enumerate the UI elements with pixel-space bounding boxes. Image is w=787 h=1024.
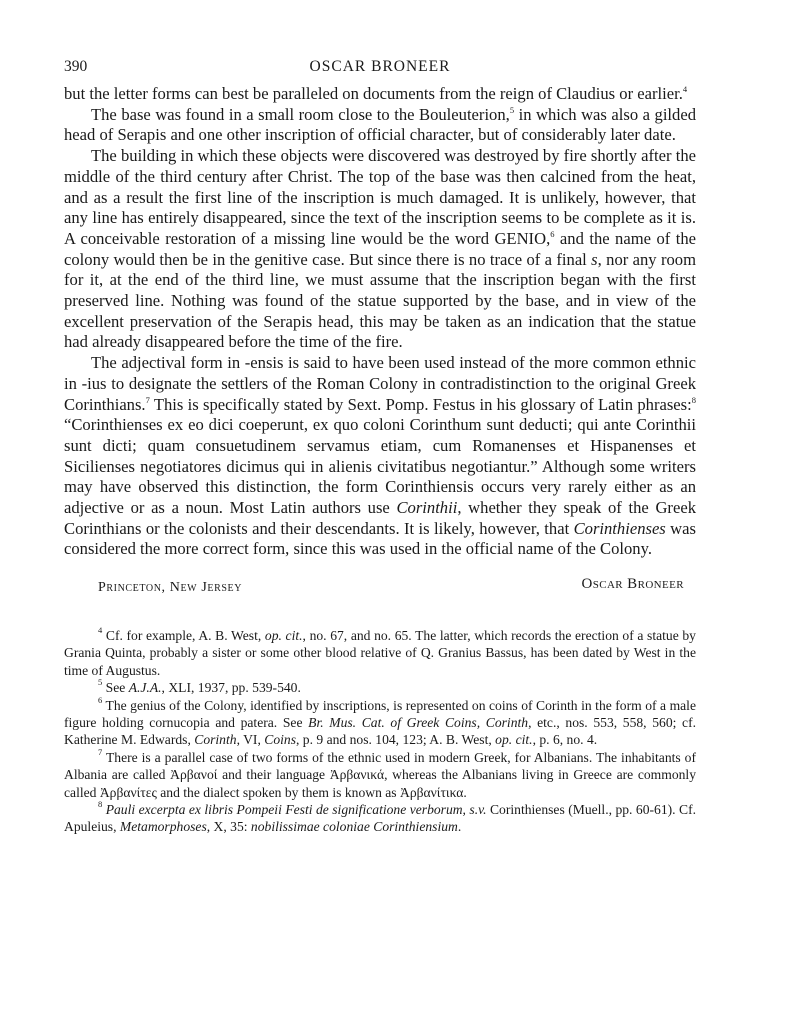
- footnote-4: $^4$ Cf. for example, A. B. West, op. cit., no. 67, and no. 65. The latter, which records the erection of a statue by Grania Quinta, probably a sister or some other blood relative of Q. Granius Bassus, has been dated by West in the time of Augustus.: [64, 625, 696, 678]
- paragraph-base-found: The base was found in a small room close to the Bouleuterion,$^5$ in which was also a gilded head of Serapis and one other inscription of official character, but of considerably later date.: [64, 104, 697, 145]
- footnote-ref-6[interactable]: 6: [550, 228, 555, 239]
- footnote-ref-5[interactable]: 5: [509, 104, 515, 115]
- footnote-ref-7[interactable]: 7: [145, 394, 150, 405]
- signature-location: Princeton, New Jersey: [98, 580, 243, 596]
- signature-block: [64, 576, 696, 600]
- footnote-5: $^5$ See A.J.A., XLI, 1937, pp. 539-540.: [98, 677, 301, 696]
- journal-page: [64, 58, 696, 836]
- footnote-6: $^6$ The genius of the Colony, identified by inscriptions, is represented on coins of Corinth in the form of a male figure holding cornucopia and patera. See Br. Mus. Cat. of Greek Coins, Corinth, etc., nos. 553, 558, 560; cf. Katherine M. Edwards, Corinth, VI, Coins, p. 9 and nos. 104, 123; A. B. West, op. cit., p. 6, no. 4.: [64, 694, 696, 748]
- article-body: [64, 84, 696, 560]
- footnote-8: $^8$ Pauli excerpta ex libris Pompeii Festi de significatione verborum, s.v. Corinthienses (Muell., pp. 60-61). Cf. Apuleius, Metamorphoses, X, 35: nobilissimae coloniae Corinthiensium.: [64, 799, 696, 835]
- page-number: 390: [64, 58, 88, 75]
- paragraph-building: The building in which these objects were discovered was destroyed by fire shortly after the middle of the third century after Christ. The top of the base was then calcined from the heat, and as a result the first line of the inscription is much damaged. It is unlikely, however, that any line has entirely disappeared, since the text of the inscription seems to be complete as it is. A conceivable restoration of a missing line would be the word GENIO,$^6$ and the name of the colony would then be in the genitive case. But since there is no trace of a final s, nor any room for it, at the end of the third line, we must assume that the inscription began with the first preserved line. Nothing was found of the statue supported by the base, and in view of the excellent preservation of the Serapis head, this may be taken as an indication that the statue had already disappeared before the time of the fire.: [64, 146, 696, 352]
- footnote-ref-4[interactable]: 4: [682, 84, 688, 94]
- signature-author: Oscar Broneer: [581, 576, 684, 593]
- footnote-ref-8[interactable]: 8: [691, 394, 696, 405]
- paragraph-continuation: but the letter forms can best be paralleled on documents from the reign of Claudius or earlier.$^4$: [64, 84, 688, 103]
- paragraph-adjectival-form: The adjectival form in -ensis is said to have been used instead of the more common ethnic in -ius to designate the settlers of the Roman Colony in contradistinction to the original Greek Corinthians.$^7$ This is specifically stated by Sext. Pomp. Festus in his glossary of Latin phrases:$^8$ “Corinthienses ex eo dici coeperunt, ex quo coloni Corinthum sunt deducti; qui ante Corinthii sunt dicti; quam consuetudinem servamus etiam, cum Romanenses et Hispanenses et Sicilienses negotiatores dicimus qui in alienis civitatibus negotiantur.” Although some writers may have observed this distinction, the form Corinthiensis occurs very rarely either as an adjective or as a noun. Most Latin authors use Corinthii, whether they speak of the Greek Corinthians or the colonists and their descendants. It is likely, however, that Corinthienses was considered the more correct form, since this was used in the official name of the Colony.: [64, 353, 696, 559]
- running-head: OSCAR BRONEER: [309, 58, 451, 75]
- footnote-7: $^7$ There is a parallel case of two forms of the ethnic used in modern Greek, for Albanians. The inhabitants of Albania are called Ἀρβανοί and their language Ἀρβανικά, whereas the Albanians living in Greece are commonly called Ἀρβανίτες and the dialect spoken by them is known as Ἀρβανίτικα.: [64, 747, 696, 800]
- page-header: [64, 58, 696, 84]
- footnotes: [64, 627, 696, 835]
